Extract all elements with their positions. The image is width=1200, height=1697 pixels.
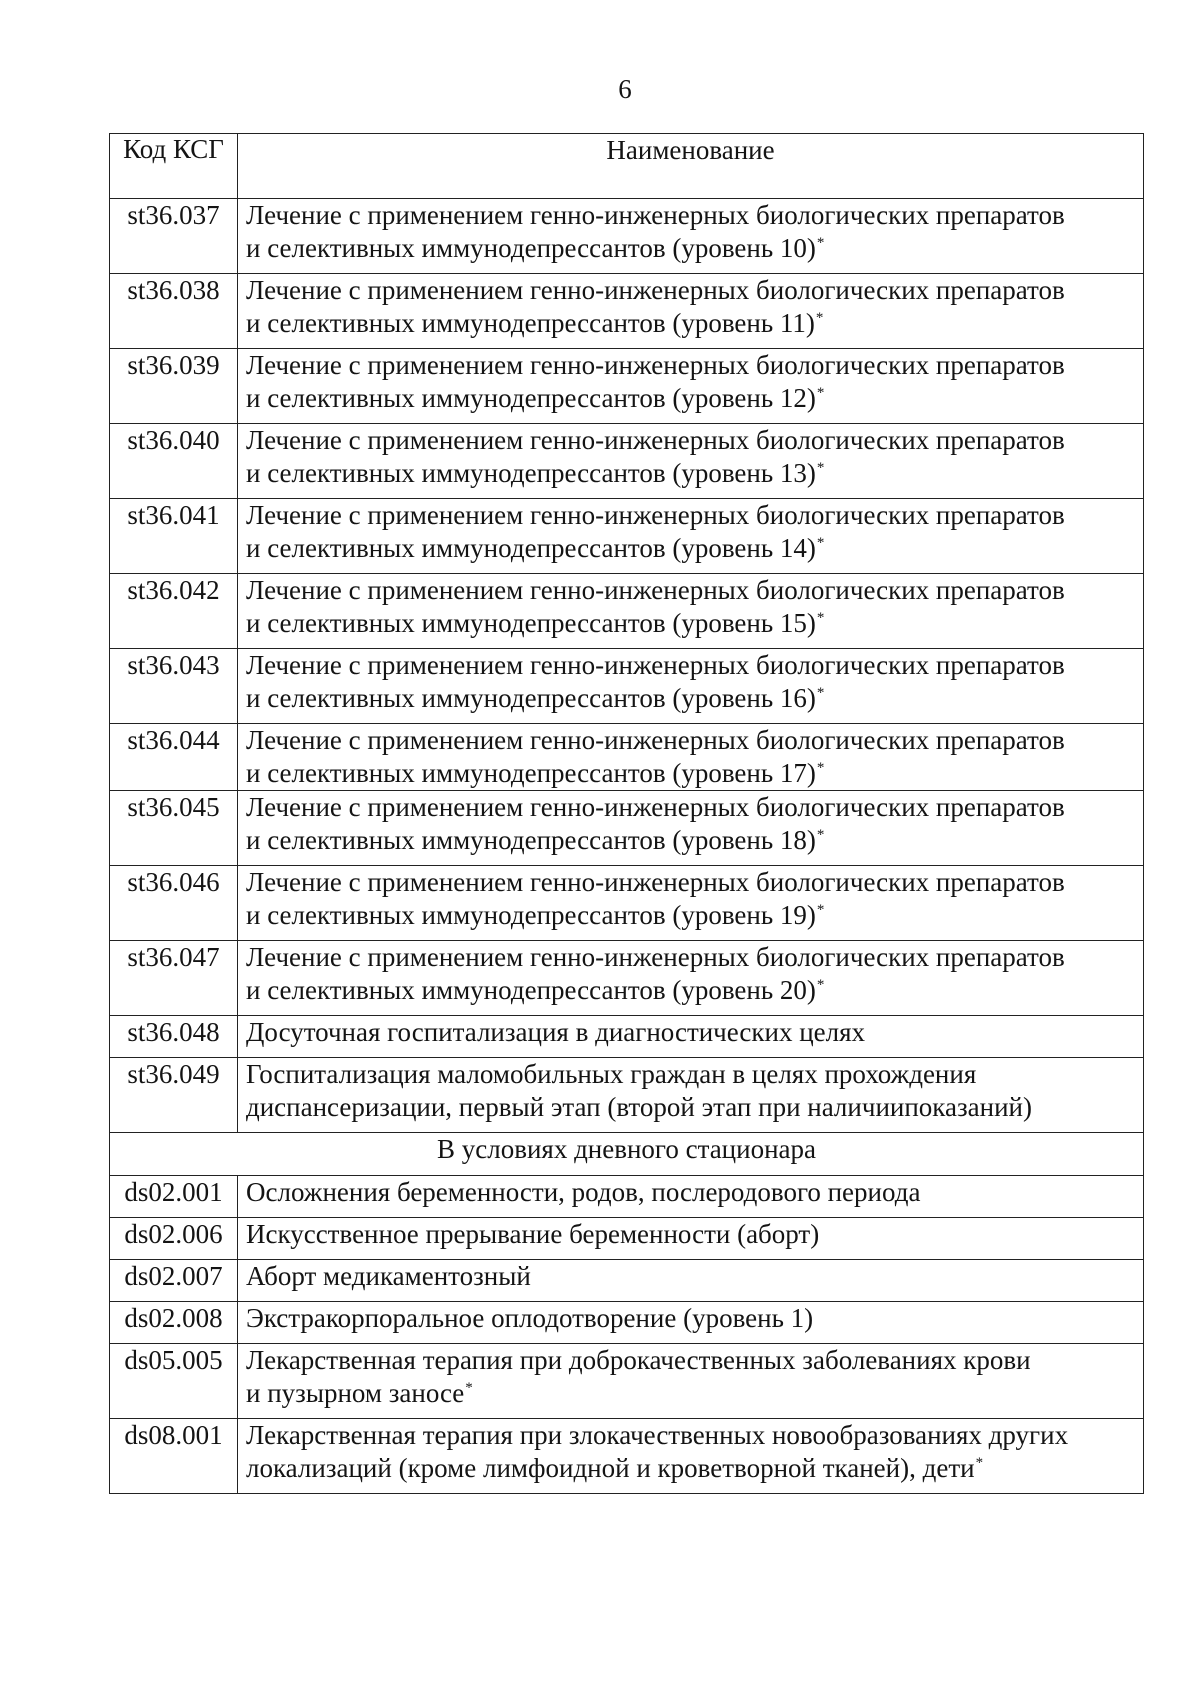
table-row (110, 1260, 1144, 1302)
footnote-mark: * (816, 760, 825, 776)
footnote-mark: * (816, 685, 825, 701)
name-line-2-wrap (246, 824, 1135, 857)
ksg-name (238, 941, 1144, 1016)
ksg-table (109, 133, 1144, 1494)
footnote-mark: * (975, 1455, 984, 1471)
ksg-name (238, 1419, 1144, 1494)
ksg-name (238, 1058, 1144, 1133)
table-row (110, 1419, 1144, 1494)
name-line-2: и пузырном заносе (246, 1378, 465, 1408)
page-number: 6 (618, 74, 632, 104)
ksg-code: st36.044 (110, 724, 238, 791)
name-line-2-wrap (246, 457, 1135, 490)
name-line-2: и селективных иммунодепрессантов (уровень 16) (246, 683, 816, 713)
table-row (110, 574, 1144, 649)
name-line-2-wrap (246, 1377, 1135, 1410)
ksg-name (238, 1218, 1144, 1260)
table-row (110, 499, 1144, 574)
name-line-2: локализаций (кроме лимфоидной и кроветворной тканей), дети (246, 1453, 975, 1483)
ksg-name (238, 1302, 1144, 1344)
ksg-code: ds02.007 (110, 1260, 238, 1302)
table-row (110, 941, 1144, 1016)
name-line-1: Лечение с применением генно-инженерных биологических препаратов (246, 500, 1065, 530)
name-line-1: Лечение с применением генно-инженерных биологических препаратов (246, 942, 1065, 972)
ksg-name (238, 724, 1144, 791)
footnote-mark: * (816, 610, 825, 626)
name-line-2: и селективных иммунодепрессантов (уровень 13) (246, 458, 816, 488)
name-line-1: Лечение с применением генно-инженерных биологических препаратов (246, 792, 1065, 822)
table-row (110, 274, 1144, 349)
name-line-1: Лечение с применением генно-инженерных биологических препаратов (246, 275, 1065, 305)
name-line-1: Лечение с применением генно-инженерных биологических препаратов (246, 867, 1065, 897)
name-line-2: и селективных иммунодепрессантов (уровень 20) (246, 975, 816, 1005)
ksg-code: ds05.005 (110, 1344, 238, 1419)
name-line-1: Лечение с применением генно-инженерных биологических препаратов (246, 575, 1065, 605)
name-line-2: и селективных иммунодепрессантов (уровень 18) (246, 825, 816, 855)
name-line-2-wrap (246, 899, 1135, 932)
name-line-2-wrap (246, 682, 1135, 715)
name-line-1: Экстракорпоральное оплодотворение (уровень 1) (246, 1303, 814, 1333)
name-line-1: Лечение с применением генно-инженерных биологических препаратов (246, 650, 1065, 680)
ksg-name (238, 791, 1144, 866)
section-title: В условиях дневного стационара (110, 1133, 1144, 1176)
ksg-code: st36.049 (110, 1058, 238, 1133)
name-line-2: и селективных иммунодепрессантов (уровень 15) (246, 608, 816, 638)
header-code: Код КСГ (110, 134, 238, 199)
name-line-1: Лечение с применением генно-инженерных биологических препаратов (246, 425, 1065, 455)
ksg-code: st36.047 (110, 941, 238, 1016)
table-row (110, 1302, 1144, 1344)
name-line-2: и селективных иммунодепрессантов (уровень 14) (246, 533, 816, 563)
name-line-2-wrap (246, 532, 1135, 565)
name-line-2-wrap (246, 1091, 1135, 1124)
footnote-mark: * (816, 535, 825, 551)
name-line-1: Лекарственная терапия при доброкачественных заболеваниях крови (246, 1345, 1031, 1375)
ksg-name (238, 866, 1144, 941)
ksg-name (238, 199, 1144, 274)
ksg-code: st36.040 (110, 424, 238, 499)
table-header-row (110, 134, 1144, 199)
table-row (110, 1016, 1144, 1058)
name-line-2: и селективных иммунодепрессантов (уровень 11) (246, 308, 815, 338)
ksg-name (238, 649, 1144, 724)
footnote-mark: * (816, 902, 825, 918)
name-line-2: и селективных иммунодепрессантов (уровень 19) (246, 900, 816, 930)
name-line-2: и селективных иммунодепрессантов (уровень 12) (246, 383, 816, 413)
name-line-2-wrap (246, 307, 1135, 340)
table-row (110, 349, 1144, 424)
ksg-code: st36.039 (110, 349, 238, 424)
ksg-code: ds02.001 (110, 1176, 238, 1218)
name-line-2: и селективных иммунодепрессантов (уровень 10) (246, 233, 816, 263)
name-line-2: и селективных иммунодепрессантов (уровень 17) (246, 758, 816, 788)
table-row (110, 649, 1144, 724)
name-line-1: Госпитализация маломобильных граждан в целях прохождения (246, 1059, 977, 1089)
name-line-1: Лекарственная терапия при злокачественных новообразованиях других (246, 1420, 1069, 1450)
name-line-1: Лечение с применением генно-инженерных биологических препаратов (246, 725, 1065, 755)
footnote-mark: * (816, 977, 825, 993)
ksg-code: ds02.006 (110, 1218, 238, 1260)
ksg-code: st36.038 (110, 274, 238, 349)
footnote-mark: * (816, 235, 825, 251)
name-line-1: Осложнения беременности, родов, послеродового периода (246, 1177, 921, 1207)
footnote-mark: * (465, 1380, 473, 1396)
table-row (110, 1176, 1144, 1218)
name-line-2-wrap (246, 232, 1135, 265)
footnote-mark: * (816, 827, 825, 843)
ksg-code: st36.045 (110, 791, 238, 866)
table-row (110, 866, 1144, 941)
section-row (110, 1133, 1144, 1176)
table-row (110, 1344, 1144, 1419)
ksg-name (238, 424, 1144, 499)
name-line-1: Лечение с применением генно-инженерных биологических препаратов (246, 200, 1065, 230)
ksg-name (238, 1176, 1144, 1218)
ksg-code: st36.046 (110, 866, 238, 941)
table-row (110, 791, 1144, 866)
name-line-1: Досуточная госпитализация в диагностических целях (246, 1017, 866, 1047)
ksg-code: st36.037 (110, 199, 238, 274)
table-row (110, 1058, 1144, 1133)
name-line-1: Аборт медикаментозный (246, 1261, 531, 1291)
ksg-code: ds08.001 (110, 1419, 238, 1494)
table-row (110, 199, 1144, 274)
name-line-2-wrap (246, 757, 1135, 790)
ksg-code: ds02.008 (110, 1302, 238, 1344)
ksg-code: st36.042 (110, 574, 238, 649)
name-line-2-wrap (246, 607, 1135, 640)
ksg-name (238, 1016, 1144, 1058)
ksg-code: st36.041 (110, 499, 238, 574)
ksg-name (238, 274, 1144, 349)
footnote-mark: * (816, 460, 825, 476)
name-line-1: Лечение с применением генно-инженерных биологических препаратов (246, 350, 1065, 380)
ksg-name (238, 1344, 1144, 1419)
name-line-1: Искусственное прерывание беременности (аборт) (246, 1219, 820, 1249)
table-row (110, 424, 1144, 499)
table-row (110, 1218, 1144, 1260)
footnote-mark: * (815, 310, 824, 326)
ksg-code: st36.048 (110, 1016, 238, 1058)
table-row (110, 724, 1144, 791)
ksg-name (238, 349, 1144, 424)
header-name: Наименование (238, 134, 1144, 199)
name-line-2-wrap (246, 974, 1135, 1007)
ksg-code: st36.043 (110, 649, 238, 724)
name-line-2-wrap (246, 382, 1135, 415)
footnote-mark: * (816, 385, 825, 401)
ksg-name (238, 574, 1144, 649)
name-line-2-wrap (246, 1452, 1135, 1485)
name-line-2: диспансеризации, первый этап (второй этап при наличиипоказаний) (246, 1092, 1032, 1122)
ksg-name (238, 1260, 1144, 1302)
ksg-name (238, 499, 1144, 574)
